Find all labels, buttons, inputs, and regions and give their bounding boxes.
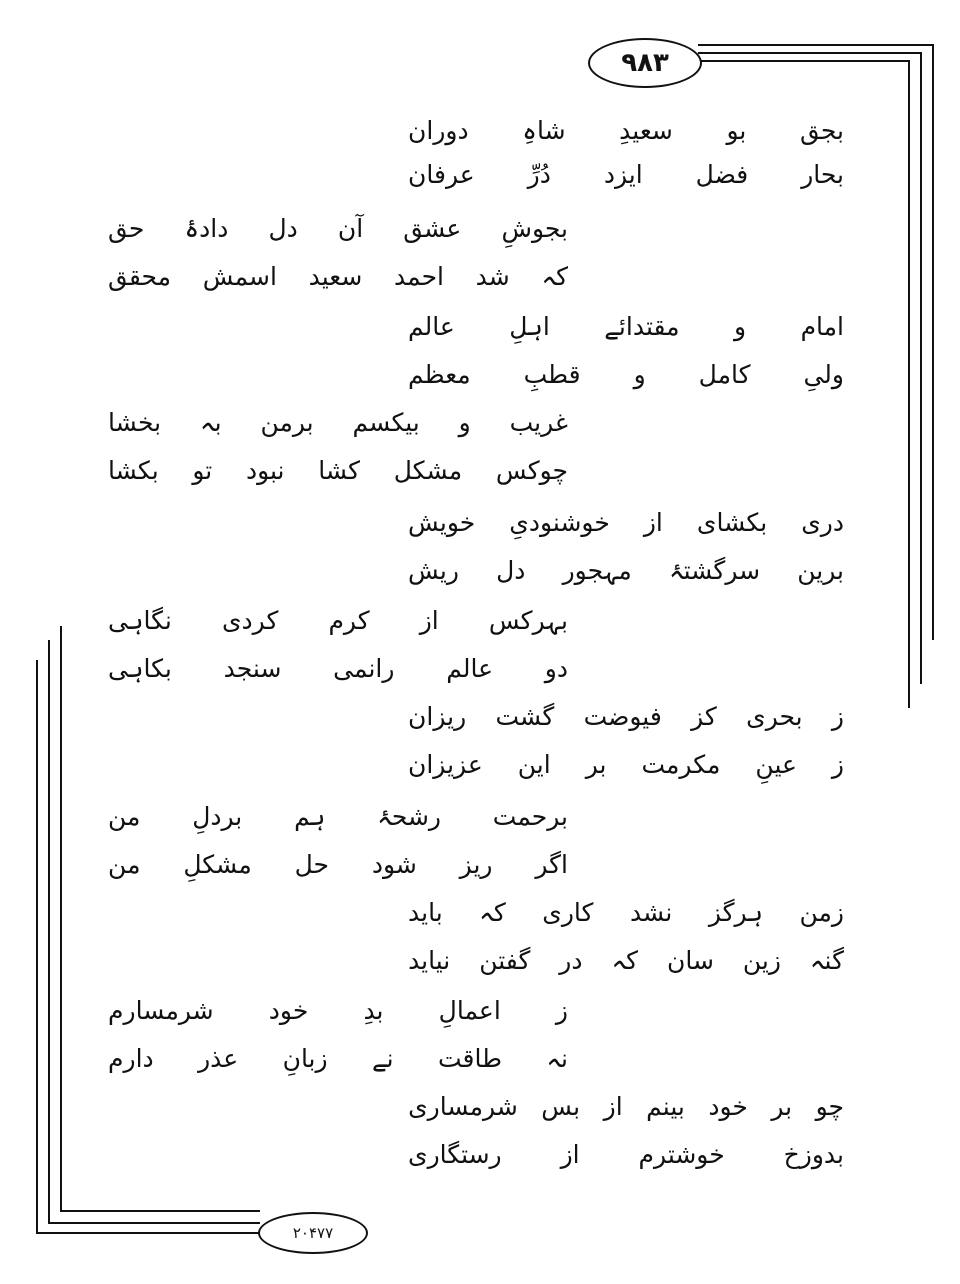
verse-line: بدوزخ خوشترم از رستگاری <box>408 1139 844 1169</box>
frame-top-line-middle <box>698 52 922 54</box>
verse-line: کہ شد احمد سعید اسمش محقق <box>108 261 568 291</box>
verse-line: برین سرگشتۂ مہجور دل ریش <box>408 555 844 585</box>
verse-line: اگر ریز شود حل مشکلِ من <box>108 849 568 879</box>
frame-right-line-inner <box>908 60 910 708</box>
verse-line: ولیِ کامل و قطبِ معظم <box>408 359 844 389</box>
verse-line: ز اعمالِ بدِ خود شرمسارم <box>108 995 568 1025</box>
verse-line: ز عینِ مکرمت بر این عزیزان <box>408 749 844 779</box>
verse-line: چوکس مشکل کشا نبود تو بکشا <box>108 455 568 485</box>
frame-right-line-middle <box>920 52 922 684</box>
verse-line: ز بحری کز فیوضت گشت ریزان <box>408 701 844 731</box>
verse-line: برحمت رشحۂ ہم بردلِ من <box>108 801 568 831</box>
page-number: ۹۸۳ <box>588 38 702 88</box>
frame-left-line-inner <box>60 626 62 1210</box>
frame-right-line-outer <box>932 44 934 640</box>
frame-left-line-middle <box>48 640 50 1222</box>
verse-line: بجق بو سعیدِ شاہِ دوران <box>408 115 844 145</box>
verse-line: بحار فضل ایزد دُرِّ عرفان <box>408 159 844 189</box>
folio-mark: ۲۰۴۷۷ <box>258 1212 368 1254</box>
verse-line: چو بر خود بینم از بس شرمساری <box>408 1091 844 1121</box>
verse-line: غریب و بیکسم برمن بہ بخشا <box>108 407 568 437</box>
verse-line: بجوشِ عشق آن دل دادۂ حق <box>108 213 568 243</box>
verse-line: بہرکس از کرم کردی نگاہی <box>108 605 568 635</box>
verse-line: دری بکشای از خوشنودیِ خویش <box>408 507 844 537</box>
frame-bottom-line-inner <box>60 1210 260 1212</box>
frame-top-line-inner <box>698 60 910 62</box>
frame-bottom-line-middle <box>48 1222 260 1224</box>
verse-line: امام و مقتدائے اہلِ عالم <box>408 311 844 341</box>
verse-line: نہ طاقت نے زبانِ عذر دارم <box>108 1043 568 1073</box>
frame-left-line-outer <box>36 660 38 1234</box>
verse-line: زمن ہرگز نشد کاری کہ باید <box>408 897 844 927</box>
frame-bottom-line-outer <box>36 1232 260 1234</box>
verse-line: دو عالم رانمی سنجد بکاہی <box>108 653 568 683</box>
verse-line: گنہ زین سان کہ در گفتن نیاید <box>408 945 844 975</box>
frame-top-line-outer <box>698 44 934 46</box>
